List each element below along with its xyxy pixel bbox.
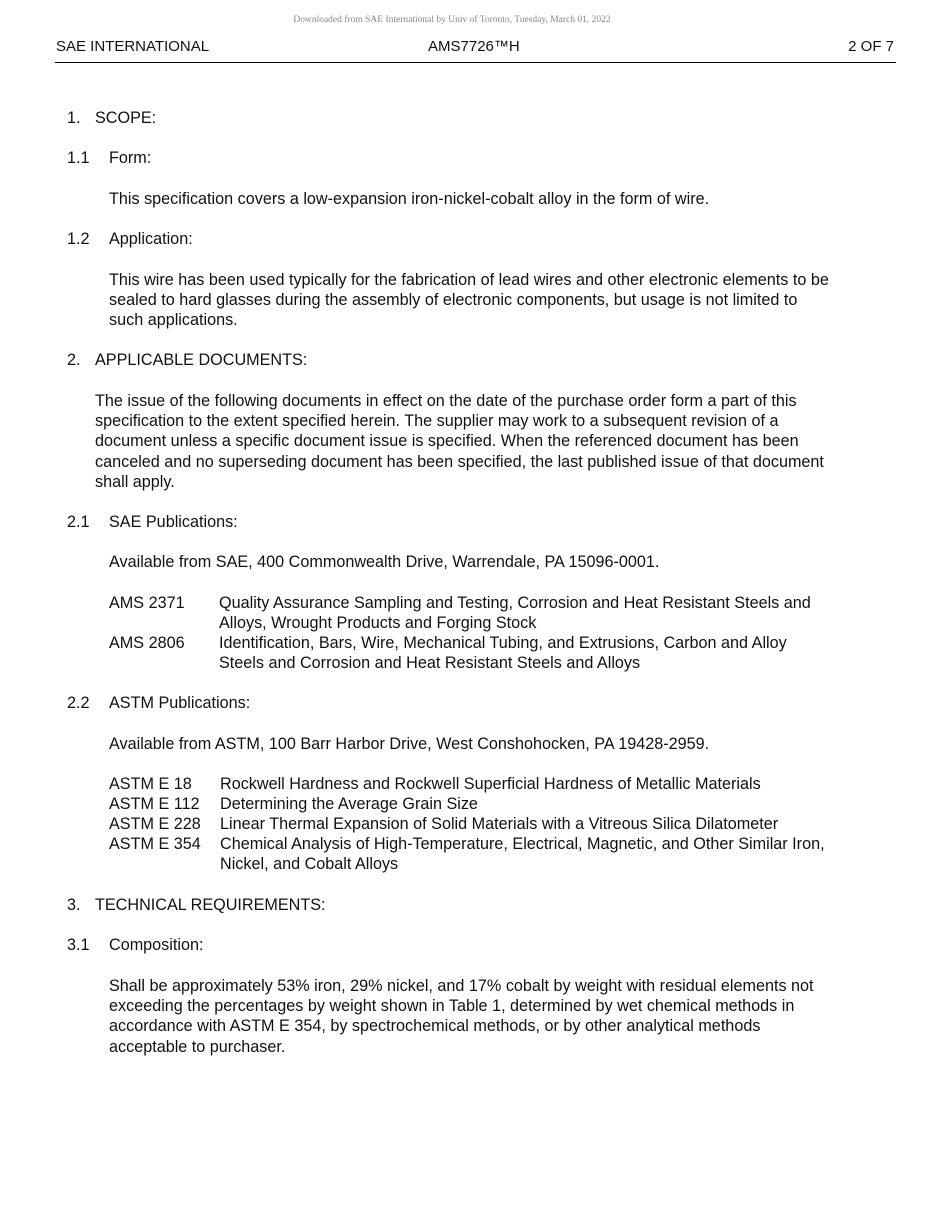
section-number: 3. — [67, 896, 81, 914]
section-number: 2.2 — [67, 694, 90, 712]
text-line: Quality Assurance Sampling and Testing, Corrosion and Heat Resistant Steels and — [219, 594, 811, 612]
section-2-text — [95, 391, 824, 492]
section-title: Application: — [109, 230, 193, 248]
header-doc-number: AMS7726™H — [428, 38, 520, 55]
text-line: sealed to hard glasses during the assembly of electronic components, but usage is not limited to — [109, 291, 798, 310]
text-line: Determining the Average Grain Size — [220, 795, 478, 813]
reference-id: AMS 2371 — [109, 594, 185, 612]
text-line: shall apply. — [95, 472, 175, 491]
text-line: Chemical Analysis of High-Temperature, Electrical, Magnetic, and Other Similar Iron, — [220, 835, 825, 853]
section-title: SCOPE: — [95, 109, 157, 127]
reference-title — [220, 794, 478, 814]
text-line: Linear Thermal Expansion of Solid Materials with a Vitreous Silica Dilatometer — [220, 815, 779, 833]
section-3-1-text — [109, 976, 814, 1057]
text-line: The issue of the following documents in effect on the date of the purchase order form a part of this — [95, 392, 797, 410]
section-number: 1.2 — [67, 230, 90, 248]
section-number: 1. — [67, 109, 81, 127]
reference-id: ASTM E 112 — [109, 795, 200, 813]
text-line: specification to the extent specified herein. The supplier may work to a subsequent revision of a — [95, 412, 779, 431]
download-watermark: Downloaded from SAE International by Univ of Toronto, Tuesday, March 01, 2022 — [293, 15, 611, 25]
text-line: accordance with ASTM E 354, by spectrochemical methods, or by other analytical methods — [109, 1017, 761, 1036]
reference-title — [220, 774, 761, 794]
text-line: Identification, Bars, Wire, Mechanical Tubing, and Extrusions, Carbon and Alloy — [219, 634, 787, 652]
text-line: Rockwell Hardness and Rockwell Superficial Hardness of Metallic Materials — [220, 775, 761, 793]
reference-id: ASTM E 228 — [109, 815, 201, 833]
section-title: TECHNICAL REQUIREMENTS: — [95, 896, 326, 914]
section-number: 3.1 — [67, 936, 90, 954]
text-line: This wire has been used typically for the fabrication of lead wires and other electronic elements to be — [109, 271, 829, 289]
reference-title — [219, 593, 811, 633]
header-page-number: 2 OF 7 — [848, 38, 894, 55]
section-1-2-text — [109, 270, 829, 331]
text-line: Shall be approximately 53% iron, 29% nickel, and 17% cobalt by weight with residual elements not — [109, 977, 814, 995]
section-number: 2.1 — [67, 513, 90, 531]
section-title: Composition: — [109, 936, 204, 954]
reference-title — [219, 633, 787, 673]
reference-id: ASTM E 18 — [109, 775, 192, 793]
text-line: canceled and no superseding document has been specified, the last published issue of that document — [95, 452, 824, 471]
text-line: Nickel, and Cobalt Alloys — [220, 855, 399, 874]
text-line: acceptable to purchaser. — [109, 1037, 286, 1056]
reference-id: AMS 2806 — [109, 634, 185, 652]
section-title: SAE Publications: — [109, 513, 238, 531]
sae-availability-text: Available from SAE, 400 Commonwealth Drive, Warrendale, PA 15096-0001. — [109, 553, 660, 571]
reference-title — [220, 834, 825, 874]
page-header — [55, 38, 896, 63]
section-1-1-text: This specification covers a low-expansion iron-nickel-cobalt alloy in the form of wire. — [109, 190, 710, 208]
text-line: Alloys, Wrought Products and Forging Stock — [219, 614, 537, 633]
text-line: exceeding the percentages by weight shown in Table 1, determined by wet chemical methods in — [109, 997, 795, 1016]
section-title: Form: — [109, 149, 152, 167]
reference-id: ASTM E 354 — [109, 835, 201, 853]
astm-availability-text: Available from ASTM, 100 Barr Harbor Drive, West Conshohocken, PA 19428-2959. — [109, 735, 710, 753]
header-publisher: SAE INTERNATIONAL — [56, 38, 210, 55]
section-number: 2. — [67, 351, 81, 369]
reference-title — [220, 814, 778, 834]
text-line: document unless a specific document issue is specified. When the referenced document has been — [95, 432, 799, 451]
section-title: ASTM Publications: — [109, 694, 251, 712]
section-number: 1.1 — [67, 149, 90, 167]
section-title: APPLICABLE DOCUMENTS: — [95, 351, 308, 369]
text-line: such applications. — [109, 311, 238, 330]
text-line: Steels and Corrosion and Heat Resistant Steels and Alloys — [219, 654, 641, 673]
